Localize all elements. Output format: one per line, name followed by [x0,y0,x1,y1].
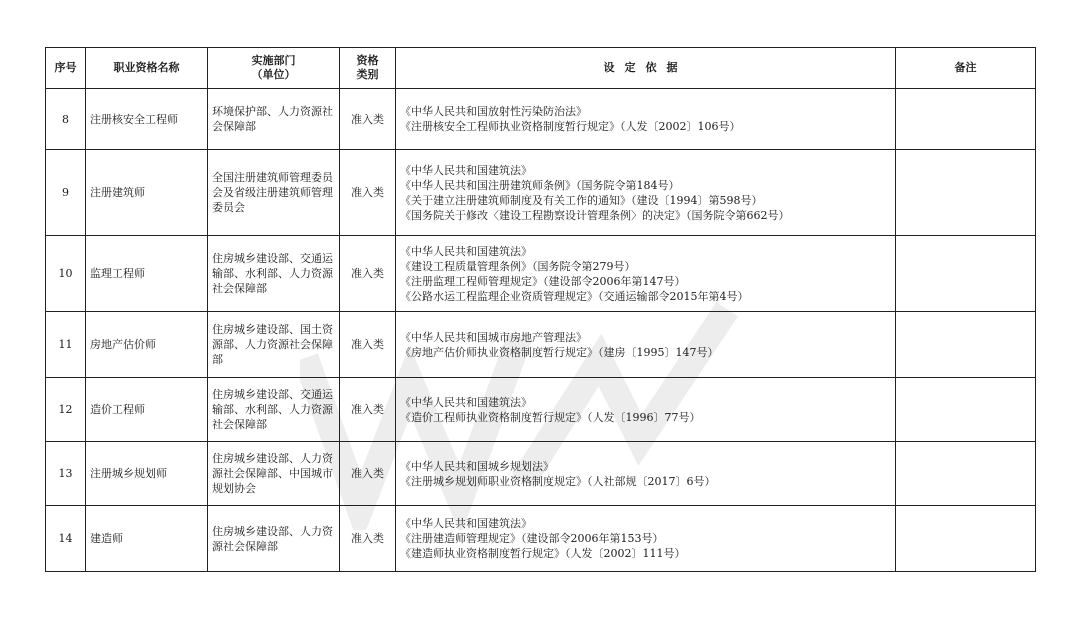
table-row [46,378,1036,442]
table-row [46,150,1036,236]
cell-type: 准入类 [340,312,396,378]
basis-line: 《造价工程师执业资格制度暂行规定》（人发〔1996〕77号） [400,410,701,424]
basis-line: 《中华人民共和国建筑法》 [400,517,532,530]
header-type-line1: 资格 [356,54,379,67]
cell-basis [396,378,896,442]
header-dept-line1: 实施部门 [251,54,296,67]
cell-type: 准入类 [340,150,396,236]
cell-dept: 住房城乡建设部、人力资源社会保障部、中国城市规划协会 [208,442,340,506]
basis-line: 《公路水运工程监理企业资质管理规定》（交通运输部令2015年第4号） [400,289,749,303]
cell-note [896,312,1036,378]
table-row [46,506,1036,572]
cell-name: 监理工程师 [86,236,208,312]
basis-line: 《注册建造师管理规定》（建设部令2006年第153号） [400,532,664,545]
cell-no: 10 [46,236,86,312]
table-row [46,442,1036,506]
cell-name: 注册核安全工程师 [86,89,208,150]
basis-line: 《房地产估价师执业资格制度暂行规定》（建房〔1995〕147号） [400,345,719,359]
cell-basis [396,236,896,312]
header-note: 备注 [896,48,1036,89]
table-header-row [46,48,1036,89]
cell-name: 建造师 [86,506,208,572]
cell-name: 造价工程师 [86,378,208,442]
qualification-table [45,47,1036,572]
basis-line: 《中华人民共和国注册建筑师条例》（国务院令第184号） [400,178,680,192]
header-dept-line2: （单位） [251,68,296,81]
cell-no: 14 [46,506,86,572]
table-row [46,89,1036,150]
basis-line: 《中华人民共和国城市房地产管理法》 [400,330,587,344]
cell-note [896,378,1036,442]
cell-note [896,89,1036,150]
cell-name: 注册建筑师 [86,150,208,236]
header-type [340,48,396,89]
cell-no: 12 [46,378,86,442]
basis-line: 《中华人民共和国建筑法》 [400,244,532,258]
cell-dept: 住房城乡建设部、交通运输部、水利部、人力资源社会保障部 [208,378,340,442]
cell-type: 准入类 [340,506,396,572]
header-dept [208,48,340,89]
cell-no: 11 [46,312,86,378]
cell-note [896,442,1036,506]
table-row [46,236,1036,312]
cell-note [896,150,1036,236]
cell-type: 准入类 [340,442,396,506]
header-type-line2: 类别 [356,68,379,81]
cell-dept: 住房城乡建设部、人力资源社会保障部 [208,506,340,572]
cell-type: 准入类 [340,236,396,312]
cell-dept: 住房城乡建设部、交通运输部、水利部、人力资源社会保障部 [208,236,340,312]
cell-basis [396,150,896,236]
cell-dept: 全国注册建筑师管理委员会及省级注册建筑师管理委员会 [208,150,340,236]
cell-dept: 环境保护部、人力资源社会保障部 [208,89,340,150]
cell-dept: 住房城乡建设部、国土资源部、人力资源社会保障部 [208,312,340,378]
basis-line: 《中华人民共和国放射性污染防治法》 [400,105,587,118]
basis-line: 《关于建立注册建筑师制度及有关工作的通知》（建设〔1994〕第598号） [400,193,763,207]
header-name: 职业资格名称 [86,48,208,89]
basis-line: 《注册城乡规划师职业资格制度规定》（人社部规〔2017〕6号） [400,474,716,488]
basis-line: 《注册监理工程师管理规定》（建设部令2006年第147号） [400,274,686,288]
basis-line: 《中华人民共和国城乡规划法》 [400,459,554,473]
cell-name: 房地产估价师 [86,312,208,378]
cell-note [896,236,1036,312]
cell-basis [396,89,896,150]
cell-no: 13 [46,442,86,506]
cell-name: 注册城乡规划师 [86,442,208,506]
header-no: 序号 [46,48,86,89]
cell-type: 准入类 [340,378,396,442]
cell-basis [396,442,896,506]
cell-no: 8 [46,89,86,150]
cell-note [896,506,1036,572]
header-basis: 设定依据 [396,48,896,89]
cell-no: 9 [46,150,86,236]
cell-type: 准入类 [340,89,396,150]
table-row [46,312,1036,378]
basis-line: 《中华人民共和国建筑法》 [400,395,532,409]
basis-line: 《注册核安全工程师执业资格制度暂行规定》（人发〔2002〕106号） [400,120,741,133]
basis-line: 《国务院关于修改〈建设工程勘察设计管理条例〉的决定》（国务院令第662号） [400,208,790,222]
basis-line: 《建设工程质量管理条例》（国务院令第279号） [400,259,636,273]
basis-line: 《建造师执业资格制度暂行规定》（人发〔2002〕111号） [400,547,686,560]
cell-basis [396,312,896,378]
basis-line: 《中华人民共和国建筑法》 [400,163,532,177]
cell-basis [396,506,896,572]
